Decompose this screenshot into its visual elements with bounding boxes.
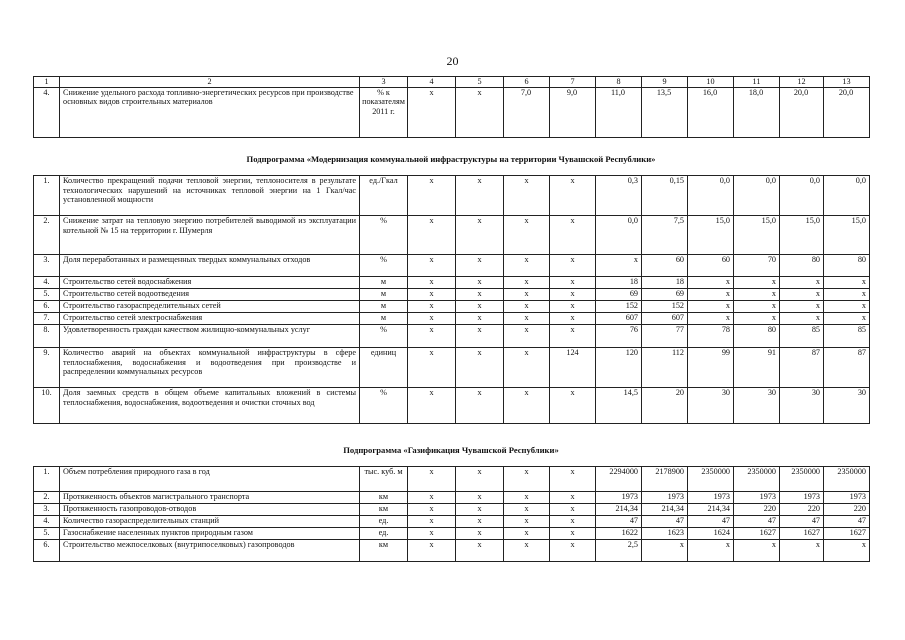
column-number: 9	[642, 77, 688, 88]
modernization-table	[33, 175, 870, 424]
value-cell: x	[408, 348, 456, 388]
indicator-name: Строительство межпоселковых (внутрипоселковых) газопроводов	[60, 540, 360, 562]
value-cell: 30	[734, 388, 780, 424]
value-cell: x	[456, 325, 504, 348]
page-number: 20	[446, 54, 459, 68]
table-row	[34, 516, 870, 528]
value-cell: 47	[688, 516, 734, 528]
value-cell: 7,0	[504, 87, 550, 137]
value-cell: 2178900	[642, 467, 688, 492]
unit: км	[360, 504, 408, 516]
value-cell: 15,0	[824, 216, 870, 255]
value-cell: x	[456, 467, 504, 492]
value-cell: 47	[780, 516, 824, 528]
value-cell: x	[504, 467, 550, 492]
indicator-name: Объем потребления природного газа в год	[60, 467, 360, 492]
row-number: 4.	[34, 277, 60, 289]
value-cell: 152	[596, 301, 642, 313]
value-cell: 15,0	[688, 216, 734, 255]
value-cell: 214,34	[596, 504, 642, 516]
value-cell: x	[408, 388, 456, 424]
value-cell: x	[550, 504, 596, 516]
value-cell: x	[504, 348, 550, 388]
value-cell: x	[734, 313, 780, 325]
value-cell: 76	[596, 325, 642, 348]
value-cell: x	[408, 301, 456, 313]
value-cell: 20,0	[780, 87, 824, 137]
value-cell: x	[408, 255, 456, 277]
row-number: 4.	[34, 87, 60, 137]
value-cell: x	[504, 255, 550, 277]
gasification-table	[33, 466, 870, 562]
value-cell: 0,15	[642, 176, 688, 216]
value-cell: 220	[780, 504, 824, 516]
value-cell: 13,5	[642, 87, 688, 137]
row-number: 10.	[34, 388, 60, 424]
value-cell: 14,5	[596, 388, 642, 424]
table-row	[34, 504, 870, 516]
table-row	[34, 313, 870, 325]
row-number: 7.	[34, 313, 60, 325]
indicator-name: Газоснабжение населенных пунктов природным газом	[60, 528, 360, 540]
value-cell: x	[550, 325, 596, 348]
value-cell: x	[408, 540, 456, 562]
value-cell: 1622	[596, 528, 642, 540]
indicator-name: Строительство сетей водоснабжения	[60, 277, 360, 289]
value-cell: 80	[780, 255, 824, 277]
value-cell: x	[688, 277, 734, 289]
unit: м	[360, 313, 408, 325]
value-cell: x	[550, 277, 596, 289]
value-cell: x	[504, 492, 550, 504]
unit: ед./Гкал	[360, 176, 408, 216]
value-cell: x	[456, 528, 504, 540]
value-cell: x	[550, 540, 596, 562]
value-cell: 124	[550, 348, 596, 388]
row-number: 2.	[34, 492, 60, 504]
value-cell: x	[824, 540, 870, 562]
unit: %	[360, 388, 408, 424]
value-cell: x	[456, 87, 504, 137]
value-cell: 1623	[642, 528, 688, 540]
table-row	[34, 348, 870, 388]
value-cell: 47	[642, 516, 688, 528]
value-cell: 91	[734, 348, 780, 388]
value-cell: x	[824, 301, 870, 313]
column-number: 5	[456, 77, 504, 88]
value-cell: 1973	[780, 492, 824, 504]
section-title: Подпрограмма «Газификация Чувашской Республики»	[343, 445, 559, 455]
unit: км	[360, 540, 408, 562]
value-cell: x	[504, 540, 550, 562]
value-cell: x	[408, 87, 456, 137]
value-cell: x	[408, 467, 456, 492]
column-number: 4	[408, 77, 456, 88]
row-number: 4.	[34, 516, 60, 528]
value-cell: 0,0	[824, 176, 870, 216]
value-cell: 18	[642, 277, 688, 289]
value-cell: 2350000	[734, 467, 780, 492]
unit: %	[360, 216, 408, 255]
value-cell: x	[688, 540, 734, 562]
value-cell: x	[456, 216, 504, 255]
value-cell: x	[408, 492, 456, 504]
value-cell: 1973	[642, 492, 688, 504]
value-cell: 0,0	[734, 176, 780, 216]
value-cell: x	[780, 289, 824, 301]
table-row	[34, 255, 870, 277]
value-cell: 120	[596, 348, 642, 388]
value-cell: x	[780, 277, 824, 289]
unit: ед.	[360, 528, 408, 540]
indicator-name: Снижение затрат на тепловую энергию потребителей выводимой из эксплуатации котельной № 15 на территории г. Шумерля	[60, 216, 360, 255]
value-cell: x	[550, 289, 596, 301]
value-cell: 15,0	[780, 216, 824, 255]
unit: % к показателям 2011 г.	[360, 87, 408, 137]
value-cell: x	[550, 176, 596, 216]
row-number: 1.	[34, 176, 60, 216]
indicators-table-continued	[33, 76, 870, 138]
value-cell: x	[504, 388, 550, 424]
table-row	[34, 216, 870, 255]
value-cell: 214,34	[688, 504, 734, 516]
table-row	[34, 87, 870, 137]
value-cell: x	[456, 388, 504, 424]
value-cell: 7,5	[642, 216, 688, 255]
value-cell: 30	[824, 388, 870, 424]
value-cell: x	[456, 313, 504, 325]
value-cell: x	[824, 313, 870, 325]
value-cell: 69	[596, 289, 642, 301]
unit: м	[360, 301, 408, 313]
row-number: 5.	[34, 289, 60, 301]
unit: тыс. куб. м	[360, 467, 408, 492]
value-cell: x	[456, 301, 504, 313]
value-cell: x	[780, 313, 824, 325]
indicator-name: Строительство газораспределительных сетей	[60, 301, 360, 313]
value-cell: x	[550, 528, 596, 540]
value-cell: 85	[780, 325, 824, 348]
table-row	[34, 176, 870, 216]
unit: м	[360, 277, 408, 289]
indicator-name: Строительство сетей водоотведения	[60, 289, 360, 301]
value-cell: x	[408, 216, 456, 255]
value-cell: 2350000	[688, 467, 734, 492]
value-cell: x	[550, 301, 596, 313]
table-row	[34, 467, 870, 492]
value-cell: x	[456, 277, 504, 289]
value-cell: x	[734, 289, 780, 301]
indicator-name: Снижение удельного расхода топливно-энергетических ресурсов при производстве основных видов строительных материалов	[60, 87, 360, 137]
indicator-name: Протяженность газопроводов-отводов	[60, 504, 360, 516]
value-cell: 60	[688, 255, 734, 277]
value-cell: x	[408, 516, 456, 528]
value-cell: x	[456, 255, 504, 277]
row-number: 3.	[34, 504, 60, 516]
row-number: 5.	[34, 528, 60, 540]
column-number: 8	[596, 77, 642, 88]
value-cell: 80	[824, 255, 870, 277]
row-number: 9.	[34, 348, 60, 388]
unit: м	[360, 289, 408, 301]
value-cell: x	[456, 289, 504, 301]
value-cell: 69	[642, 289, 688, 301]
value-cell: 1627	[734, 528, 780, 540]
table-row	[34, 277, 870, 289]
column-number: 10	[688, 77, 734, 88]
value-cell: x	[824, 277, 870, 289]
value-cell: x	[550, 388, 596, 424]
column-number: 2	[60, 77, 360, 88]
value-cell: x	[824, 289, 870, 301]
row-number: 3.	[34, 255, 60, 277]
value-cell: 47	[596, 516, 642, 528]
value-cell: 20	[642, 388, 688, 424]
value-cell: x	[456, 176, 504, 216]
indicator-name: Доля переработанных и размещенных твердых коммунальных отходов	[60, 255, 360, 277]
value-cell: x	[550, 492, 596, 504]
value-cell: x	[504, 216, 550, 255]
value-cell: 0,0	[596, 216, 642, 255]
value-cell: 0,0	[780, 176, 824, 216]
value-cell: 78	[688, 325, 734, 348]
value-cell: x	[456, 516, 504, 528]
row-number: 2.	[34, 216, 60, 255]
column-number: 13	[824, 77, 870, 88]
indicator-name: Удовлетворенность граждан качеством жилищно-коммунальных услуг	[60, 325, 360, 348]
unit: ед.	[360, 516, 408, 528]
column-number: 11	[734, 77, 780, 88]
value-cell: x	[408, 528, 456, 540]
indicator-name: Доля заемных средств в общем объеме капитальных вложений в системы теплоснабжения, водоснабжения, водоотведения и очистки сточных вод	[60, 388, 360, 424]
row-number: 1.	[34, 467, 60, 492]
value-cell: x	[408, 176, 456, 216]
value-cell: 1973	[824, 492, 870, 504]
value-cell: 80	[734, 325, 780, 348]
value-cell: 1624	[688, 528, 734, 540]
value-cell: 220	[734, 504, 780, 516]
value-cell: 1973	[734, 492, 780, 504]
value-cell: x	[504, 325, 550, 348]
value-cell: x	[642, 540, 688, 562]
value-cell: 2,5	[596, 540, 642, 562]
column-number: 3	[360, 77, 408, 88]
indicator-name: Строительство сетей электроснабжения	[60, 313, 360, 325]
table-row	[34, 301, 870, 313]
value-cell: x	[688, 313, 734, 325]
value-cell: x	[456, 504, 504, 516]
value-cell: 607	[596, 313, 642, 325]
value-cell: x	[504, 301, 550, 313]
value-cell: x	[408, 313, 456, 325]
value-cell: 85	[824, 325, 870, 348]
value-cell: 0,0	[688, 176, 734, 216]
value-cell: 99	[688, 348, 734, 388]
value-cell: 112	[642, 348, 688, 388]
table-row	[34, 388, 870, 424]
value-cell: 2350000	[780, 467, 824, 492]
value-cell: 214,34	[642, 504, 688, 516]
value-cell: 87	[824, 348, 870, 388]
value-cell: x	[688, 301, 734, 313]
value-cell: x	[550, 313, 596, 325]
indicator-name: Протяженность объектов магистрального транспорта	[60, 492, 360, 504]
value-cell: x	[456, 492, 504, 504]
value-cell: x	[550, 216, 596, 255]
unit: единиц	[360, 348, 408, 388]
value-cell: 2294000	[596, 467, 642, 492]
row-number: 6.	[34, 301, 60, 313]
indicator-name: Количество газораспределительных станций	[60, 516, 360, 528]
table-row	[34, 540, 870, 562]
column-number: 6	[504, 77, 550, 88]
value-cell: 47	[824, 516, 870, 528]
value-cell: x	[550, 255, 596, 277]
value-cell: x	[504, 313, 550, 325]
value-cell: 1973	[688, 492, 734, 504]
value-cell: 11,0	[596, 87, 642, 137]
value-cell: x	[596, 255, 642, 277]
value-cell: x	[456, 540, 504, 562]
row-number: 8.	[34, 325, 60, 348]
value-cell: x	[688, 289, 734, 301]
value-cell: x	[408, 289, 456, 301]
value-cell: 60	[642, 255, 688, 277]
value-cell: 2350000	[824, 467, 870, 492]
value-cell: 18,0	[734, 87, 780, 137]
value-cell: x	[734, 301, 780, 313]
value-cell: x	[408, 325, 456, 348]
value-cell: x	[734, 277, 780, 289]
unit: %	[360, 255, 408, 277]
value-cell: 0,3	[596, 176, 642, 216]
column-numbers-row	[34, 77, 870, 88]
table-row	[34, 325, 870, 348]
value-cell: x	[780, 540, 824, 562]
value-cell: x	[408, 277, 456, 289]
value-cell: 1627	[824, 528, 870, 540]
value-cell: x	[780, 301, 824, 313]
value-cell: 607	[642, 313, 688, 325]
section-title: Подпрограмма «Модернизация коммунальной инфраструктуры на территории Чувашской Республики»	[246, 154, 656, 164]
table-row	[34, 492, 870, 504]
value-cell: 77	[642, 325, 688, 348]
indicator-name: Количество аварий на объектах коммунальной инфраструктуры в сфере теплоснабжения, водоснабжения и водоотведения при производстве и распределении коммунальных ресурсов	[60, 348, 360, 388]
value-cell: 16,0	[688, 87, 734, 137]
value-cell: x	[504, 289, 550, 301]
value-cell: 1973	[596, 492, 642, 504]
value-cell: 30	[780, 388, 824, 424]
value-cell: x	[504, 176, 550, 216]
value-cell: x	[504, 504, 550, 516]
value-cell: 9,0	[550, 87, 596, 137]
row-number: 6.	[34, 540, 60, 562]
value-cell: x	[456, 348, 504, 388]
table-row	[34, 528, 870, 540]
value-cell: 30	[688, 388, 734, 424]
value-cell: x	[550, 467, 596, 492]
column-number: 7	[550, 77, 596, 88]
value-cell: 1627	[780, 528, 824, 540]
value-cell: 87	[780, 348, 824, 388]
value-cell: x	[550, 516, 596, 528]
table-row	[34, 289, 870, 301]
unit: км	[360, 492, 408, 504]
column-number: 12	[780, 77, 824, 88]
value-cell: x	[504, 516, 550, 528]
value-cell: 220	[824, 504, 870, 516]
value-cell: x	[504, 528, 550, 540]
value-cell: 18	[596, 277, 642, 289]
value-cell: 15,0	[734, 216, 780, 255]
value-cell: x	[504, 277, 550, 289]
value-cell: 20,0	[824, 87, 870, 137]
value-cell: x	[734, 540, 780, 562]
unit: %	[360, 325, 408, 348]
value-cell: 152	[642, 301, 688, 313]
column-number: 1	[34, 77, 60, 88]
value-cell: x	[408, 504, 456, 516]
value-cell: 47	[734, 516, 780, 528]
value-cell: 70	[734, 255, 780, 277]
indicator-name: Количество прекращений подачи тепловой энергии, теплоносителя в результате технологических нарушений на источниках тепловой энергии на 1 Гкал/час установленной мощности	[60, 176, 360, 216]
